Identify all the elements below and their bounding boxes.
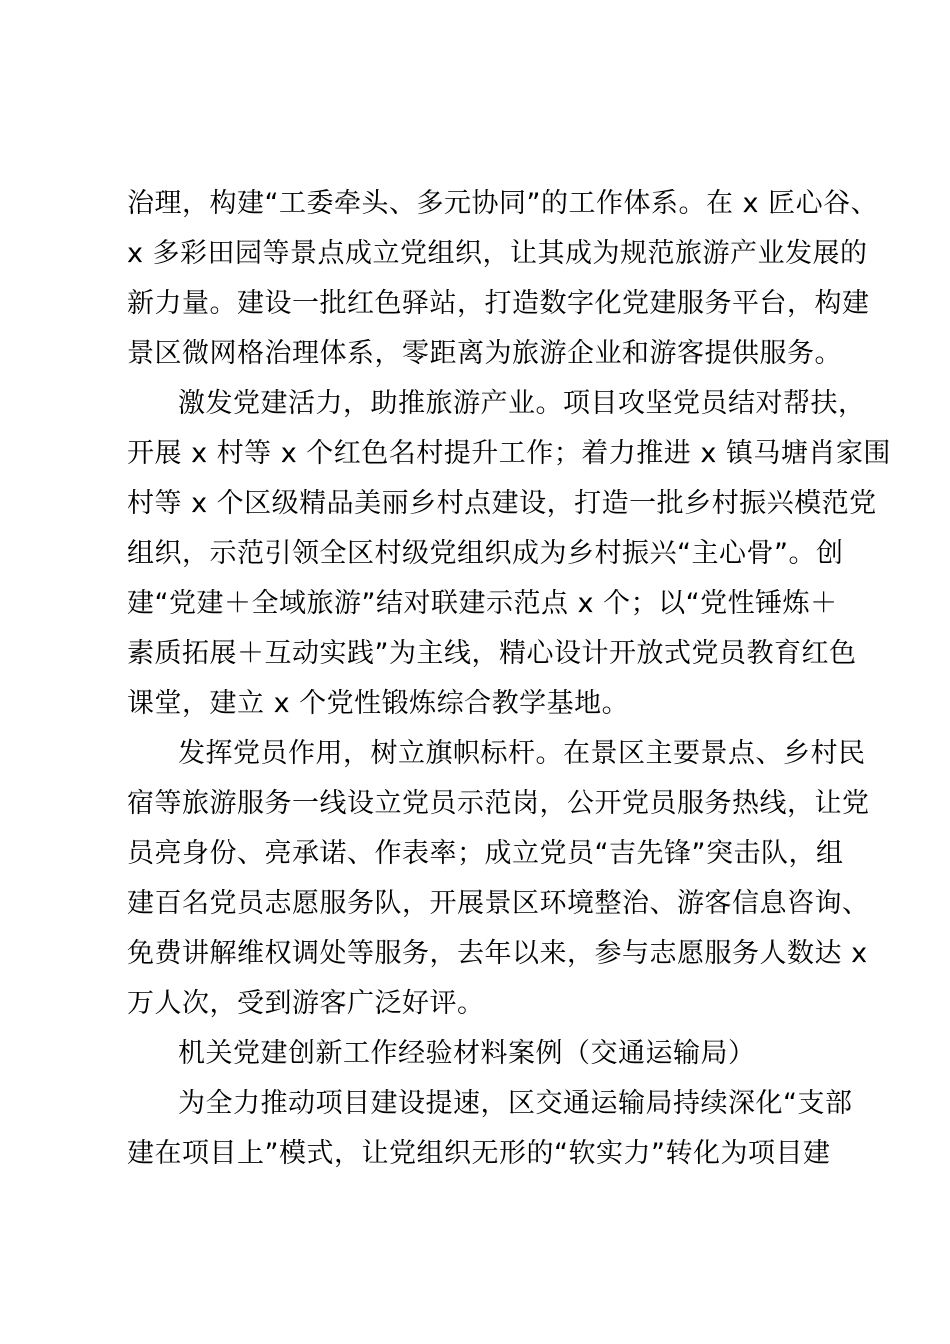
text-line: 开展 x 村等 x 个红色名村提升工作；着力推进 x 镇马塘肖家围 [127,438,891,469]
text-line: 建百名党员志愿服务队，开展景区环境整治、游客信息咨询、 [127,888,870,919]
section-title: 机关党建创新工作经验材料案例（交通运输局） [178,1038,756,1069]
text-line: 建“党建＋全域旅游”结对联建示范点 x 个；以“党性锤炼＋ [127,588,838,619]
text-line: 宿等旅游服务一线设立党员示范岗，公开党员服务热线，让党 [127,788,870,819]
text-line: 组织，示范引领全区村级党组织成为乡村振兴“主心骨”。创 [127,538,844,569]
text-line: 素质拓展＋互动实践”为主线，精心设计开放式党员教育红色 [127,638,857,669]
text-line: 课堂，建立 x 个党性锻炼综合教学基地。 [127,688,630,719]
paragraph-first-line: 为全力推动项目建设提速，区交通运输局持续深化“支部 [178,1088,853,1119]
text-line: 村等 x 个区级精品美丽乡村点建设，打造一批乡村振兴模范党 [127,488,877,519]
paragraph-heading-line: 发挥党员作用，树立旗帜标杆。在景区主要景点、乡村民 [178,738,866,769]
text-line: 新力量。建设一批红色驿站，打造数字化党建服务平台，构建 [127,288,870,319]
text-line: 景区微网格治理体系，零距离为旅游企业和游客提供服务。 [127,338,842,369]
text-line: x 多彩田园等景点成立党组织，让其成为规范旅游产业发展的 [127,238,868,269]
text-line: 治理，构建“工委牵头、多元协同”的工作体系。在 x 匠心谷、 [127,188,879,219]
text-line: 建在项目上”模式，让党组织无形的“软实力”转化为项目建 [127,1138,831,1169]
text-line: 万人次，受到游客广泛好评。 [127,988,485,1019]
text-line: 员亮身份、亮承诺、作表率；成立党员“吉先锋”突击队，组 [127,838,844,869]
text-line: 免费讲解维权调处等服务，去年以来，参与志愿服务人数达 x [127,938,868,969]
paragraph-heading-line: 激发党建活力，助推旅游产业。项目攻坚党员结对帮扶， [178,388,866,419]
